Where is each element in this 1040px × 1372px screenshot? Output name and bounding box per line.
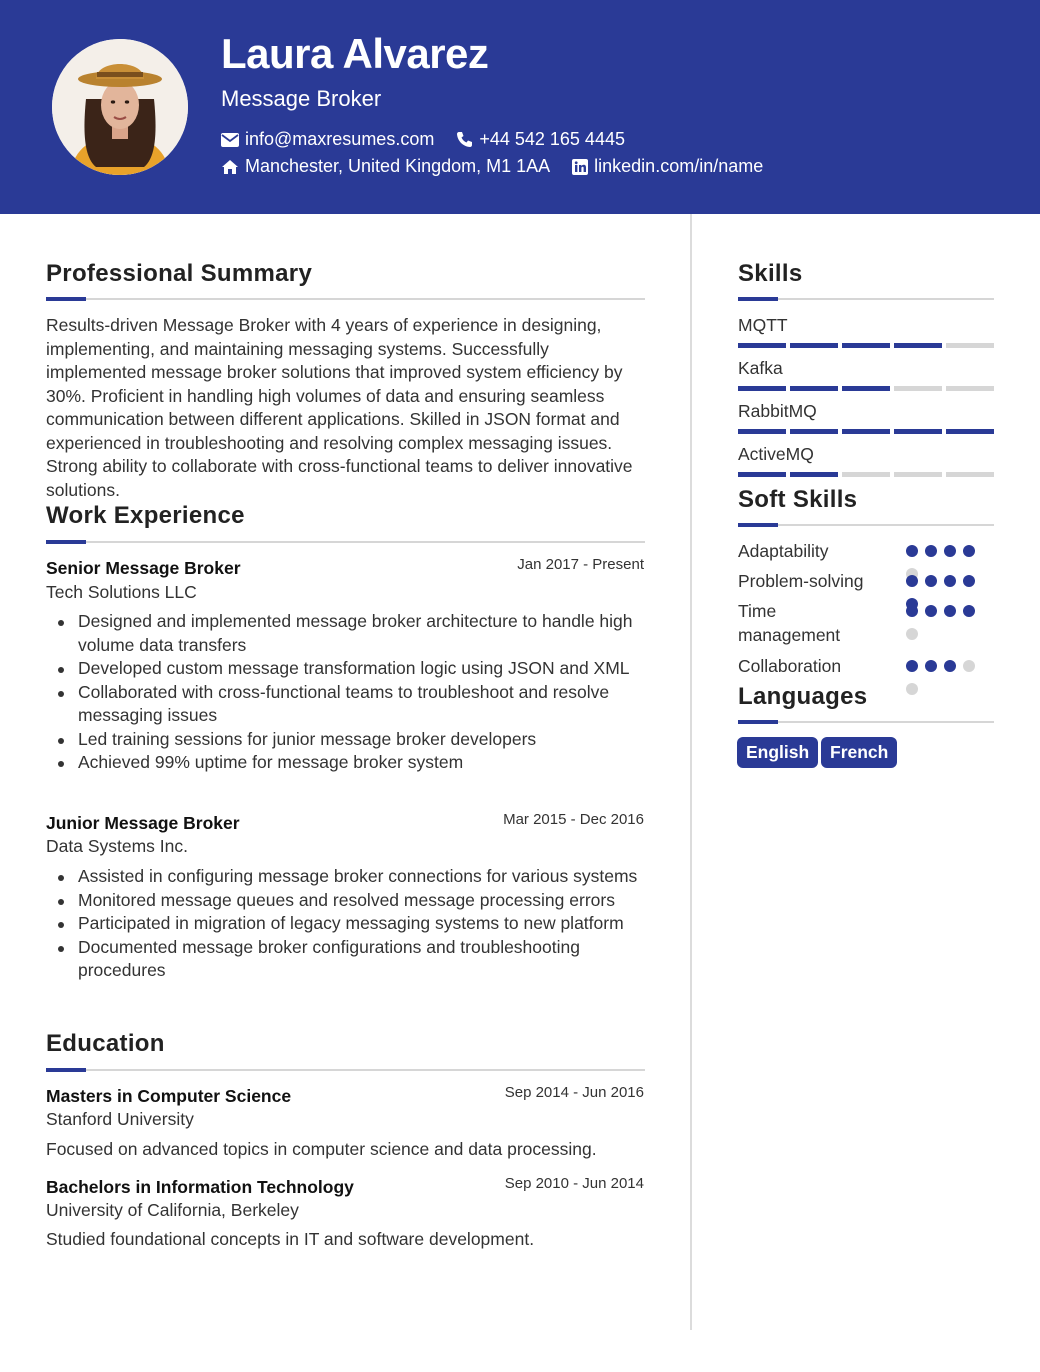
job-bullets — [56, 610, 646, 775]
skill-level-segment — [842, 429, 890, 434]
skill-level-bar — [738, 343, 994, 348]
skill-level-bar — [738, 386, 994, 391]
soft-skill-dot — [944, 545, 956, 557]
summary-heading: Professional Summary — [46, 260, 313, 287]
skill-name: ActiveMQ — [738, 444, 814, 464]
soft-skill-dot — [906, 545, 918, 557]
list-item: Led training sessions for junior message broker developers — [56, 728, 646, 752]
degree-dates: Sep 2010 - Jun 2014 — [504, 1175, 644, 1192]
skill-level-segment — [946, 429, 994, 434]
skill-level-segment — [946, 386, 994, 391]
experience-accent — [46, 540, 86, 544]
degree-title: Bachelors in Information Technology — [46, 1177, 354, 1197]
skill-level-segment — [738, 386, 786, 391]
summary-text: Results-driven Message Broker with 4 years of experience in designing, implementing, and maintaining messaging systems. Successfully implemented message broker solutions that improved system efficiency by 30%. Proficient in handling high volumes of data and ensuring seamless communication between different applications. Skilled in JSON format and experienced in troubleshooting and resolving complex messaging issues. Strong ability to collaborate with cross-functional teams to deliver innovative solutions. — [46, 315, 633, 500]
list-item: Documented message broker configurations and troubleshooting procedures — [56, 936, 646, 983]
candidate-title: Message Broker — [221, 86, 382, 111]
soft-skill-dot — [906, 660, 918, 672]
list-item: Collaborated with cross-functional teams to troubleshoot and resolve messaging issues — [56, 681, 646, 728]
education-heading: Education — [46, 1030, 165, 1057]
soft-skill-dot — [925, 545, 937, 557]
list-item: Assisted in configuring message broker connections for various systems — [56, 865, 646, 889]
email-contact[interactable] — [221, 129, 434, 150]
skill-level-segment — [790, 429, 838, 434]
email-text: info@maxresumes.com — [245, 129, 435, 149]
skill-level-segment — [790, 386, 838, 391]
contact-row-1 — [221, 129, 647, 150]
skills-accent — [738, 297, 778, 301]
languages-heading: Languages — [738, 683, 868, 710]
skill-level-segment — [894, 472, 942, 477]
list-item: Developed custom message transformation logic using JSON and XML — [56, 657, 646, 681]
skill-level-segment — [842, 472, 890, 477]
skill-level-segment — [946, 472, 994, 477]
skill-level-bar — [738, 429, 994, 434]
soft-skill-dot — [963, 575, 975, 587]
contact-row-2 — [221, 156, 785, 177]
summary-rule — [46, 298, 645, 300]
job-title: Senior Message Broker — [46, 558, 241, 578]
skill-name: Kafka — [738, 358, 783, 378]
soft-skill-dot — [906, 628, 918, 640]
degree-description: Studied foundational concepts in IT and software development. — [46, 1229, 535, 1249]
home-icon — [221, 159, 239, 175]
linkedin-text: linkedin.com/in/name — [594, 156, 764, 176]
soft-skill-name: Time management — [738, 601, 841, 645]
soft-skill-dot — [925, 660, 937, 672]
skill-level-segment — [738, 472, 786, 477]
phone-contact[interactable] — [456, 129, 625, 150]
list-item: Achieved 99% uptime for message broker system — [56, 751, 646, 775]
language-badge-english: English — [737, 737, 818, 768]
school-name: Stanford University — [46, 1109, 194, 1129]
skill-level-segment — [894, 386, 942, 391]
soft-skill-dot — [944, 605, 956, 617]
language-badge-french: French — [821, 737, 897, 768]
skill-level-segment — [894, 429, 942, 434]
location-text: Manchester, United Kingdom, M1 1AA — [245, 156, 551, 176]
soft-skill-dot — [925, 605, 937, 617]
job-company: Data Systems Inc. — [46, 836, 188, 856]
skill-level-segment — [842, 343, 890, 348]
avatar-illustration — [52, 39, 188, 175]
column-divider — [690, 214, 692, 1330]
soft-skill-dot — [963, 605, 975, 617]
school-name: University of California, Berkeley — [46, 1200, 299, 1220]
resume-header — [0, 0, 1040, 214]
phone-icon — [456, 131, 473, 148]
soft-skill-name: Problem-solving — [738, 571, 864, 591]
experience-rule — [46, 541, 645, 543]
profile-photo — [52, 39, 188, 175]
skill-name: RabbitMQ — [738, 401, 817, 421]
location-contact — [221, 156, 550, 177]
skill-level-segment — [790, 472, 838, 477]
job-bullets — [56, 865, 646, 983]
soft-skill-dot — [906, 605, 918, 617]
job-title: Junior Message Broker — [46, 813, 240, 833]
degree-dates: Sep 2014 - Jun 2016 — [504, 1084, 644, 1101]
list-item: Designed and implemented message broker architecture to handle high volume data transfers — [56, 610, 646, 657]
languages-accent — [738, 720, 778, 724]
soft-skill-name: Adaptability — [738, 541, 829, 561]
candidate-name: Laura Alvarez — [221, 30, 489, 77]
soft-skill-dot — [944, 575, 956, 587]
soft-skill-dot — [906, 575, 918, 587]
degree-description: Focused on advanced topics in computer science and data processing. — [46, 1139, 597, 1159]
job-dates: Mar 2015 - Dec 2016 — [503, 811, 644, 828]
summary-accent — [46, 297, 86, 301]
skill-level-segment — [894, 343, 942, 348]
soft-skill-dot — [944, 660, 956, 672]
education-rule — [46, 1069, 645, 1071]
linkedin-contact[interactable] — [572, 156, 763, 177]
skill-level-segment — [946, 343, 994, 348]
experience-heading: Work Experience — [46, 502, 245, 529]
skill-level-segment — [738, 429, 786, 434]
skills-heading: Skills — [738, 260, 803, 287]
soft-skills-accent — [738, 523, 778, 527]
soft-skills-heading: Soft Skills — [738, 486, 858, 513]
list-item: Monitored message queues and resolved message processing errors — [56, 889, 646, 913]
list-item: Participated in migration of legacy messaging systems to new platform — [56, 912, 646, 936]
job-company: Tech Solutions LLC — [46, 582, 197, 602]
skill-level-segment — [842, 386, 890, 391]
phone-text: +44 542 165 4445 — [479, 129, 625, 149]
soft-skill-dot — [963, 660, 975, 672]
degree-title: Masters in Computer Science — [46, 1086, 292, 1106]
education-accent — [46, 1068, 86, 1072]
job-dates: Jan 2017 - Present — [517, 556, 644, 573]
soft-skill-dot — [925, 575, 937, 587]
skill-level-segment — [738, 343, 786, 348]
skill-name: MQTT — [738, 315, 788, 335]
skill-level-segment — [790, 343, 838, 348]
soft-skill-name: Collaboration — [738, 656, 842, 676]
soft-skill-dot — [906, 683, 918, 695]
soft-skill-dot — [963, 545, 975, 557]
skill-level-bar — [738, 472, 994, 477]
linkedin-icon — [572, 159, 588, 175]
envelope-icon — [221, 133, 239, 147]
